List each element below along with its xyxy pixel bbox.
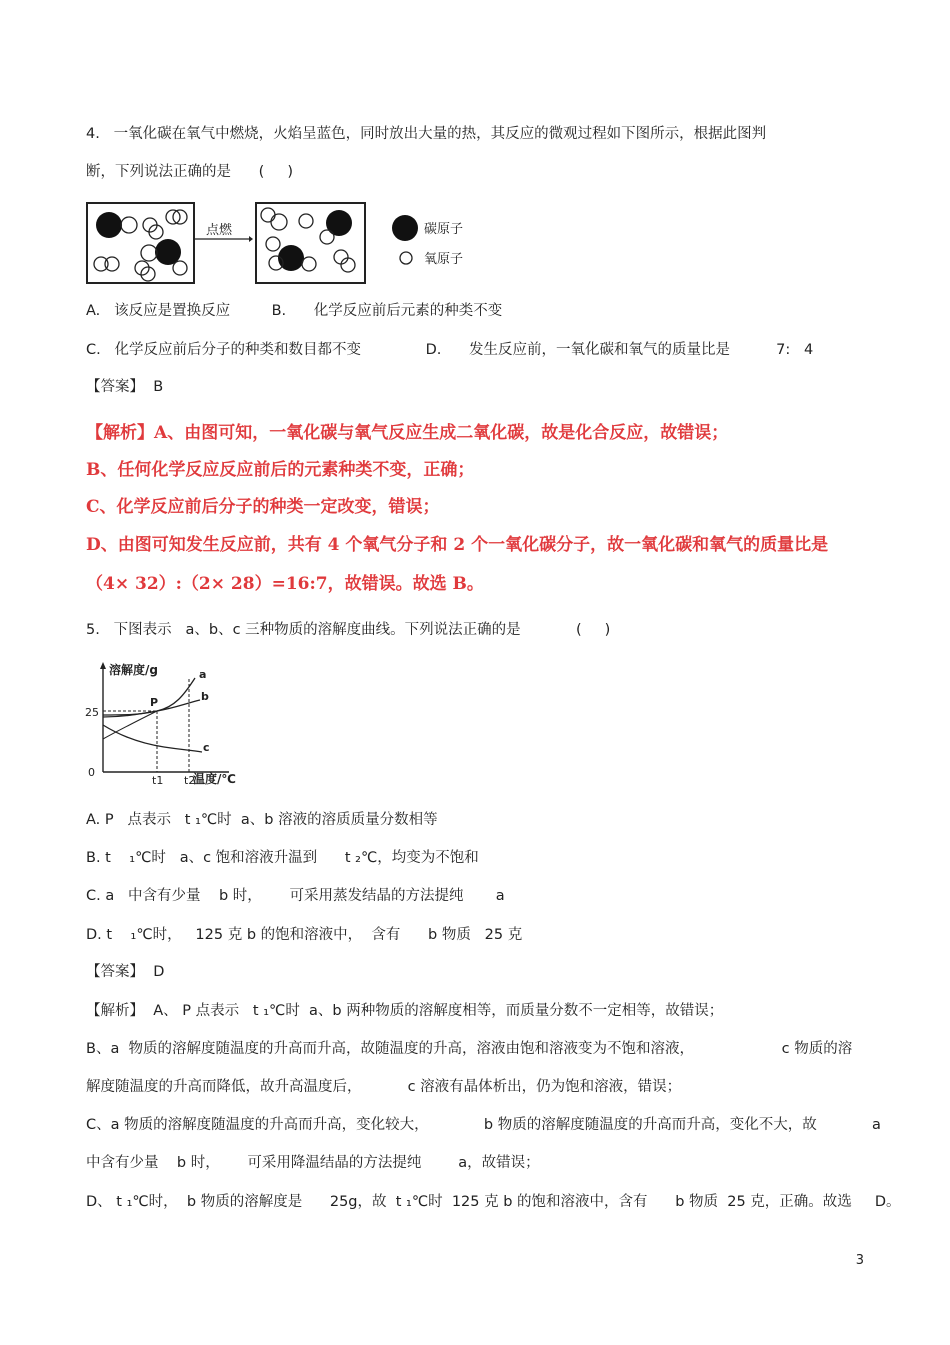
q4-answer: 【答案】 B [86, 379, 164, 395]
products-box [255, 202, 366, 284]
q4-analysis-line2: B、任何化学反应反应前后的元素种类不变，正确； [86, 460, 475, 480]
y-axis-arrow [100, 662, 106, 669]
q4-options-line2: C. 化学反应前后分子的种类和数目都不变 D. 发生反应前，一氧化碳和氧气的质量比是 7: 4 [86, 342, 814, 358]
curve-b-label: b [201, 690, 209, 703]
q4-options-line1: A. 该反应是置换反应 B. 化学反应前后元素的种类不变 [86, 303, 503, 319]
q4-stem-line1: 4. 一氧化碳在氧气中燃烧，火焰呈蓝色，同时放出大量的热，其反应的微观过程如下图所示，根据此图判 [86, 126, 767, 142]
q5-analysis-line3: 解度随温度的升高而降低，故升高温度后， c 溶液有晶体析出，仍为饱和溶液，错误； [86, 1079, 682, 1095]
page-number: 3 [855, 1253, 864, 1268]
reactants-molecules [88, 204, 193, 282]
curve-a [103, 678, 195, 715]
solubility-chart [84, 660, 244, 790]
q5-option-b: B. t ₁℃时 a、c 饱和溶液升温到 t ₂℃，均变为不饱和 [86, 850, 479, 866]
point-p-label: P [150, 696, 159, 709]
q4-stem-line2: 断，下列说法正确的是 ( ) [86, 164, 294, 180]
q5-option-a: A. P 点表示 t ₁℃时 a、b 溶液的溶质质量分数相等 [86, 812, 438, 828]
curve-c-label: c [203, 741, 210, 754]
t1-label: t1 [152, 774, 164, 787]
y-tick-25: 25 [85, 706, 99, 719]
oxygen-atom-icon [400, 252, 412, 264]
y-axis-label: 溶解度/g [109, 663, 158, 677]
q5-analysis-line5: 中含有少量 b 时， 可采用降温结晶的方法提纯 a，故错误； [86, 1155, 540, 1171]
diagram-legend [388, 212, 478, 274]
q5-analysis-line4: C、a 物质的溶解度随温度的升高而升高，变化较大， b 物质的溶解度随温度的升高而升高，变化不大，故 a [86, 1117, 881, 1133]
legend-carbon: 碳原子 [424, 222, 464, 237]
q5-stem: 5. 下图表示 a、b、c 三种物质的溶解度曲线。下列说法正确的是 ( ) [86, 622, 611, 638]
q4-analysis-line4: D、由图可知发生反应前，共有 4 个氧气分子和 2 个一氧化碳分子，故一氧化碳和氧气的质量比是 [86, 535, 829, 555]
t2-label: t2 [184, 774, 196, 787]
q5-option-c: C. a 中含有少量 b 时， 可采用蒸发结晶的方法提纯 a [86, 888, 505, 904]
arrow-label: 点燃 [206, 223, 233, 238]
q4-analysis-line5: （4× 32）:（2× 28）=16:7，故错误。故选 B。 [86, 574, 484, 594]
q5-answer: 【答案】 D [86, 964, 165, 980]
q5-option-d: D. t ₁℃时， 125 克 b 的饱和溶液中， 含有 b 物质 25 克 [86, 927, 523, 943]
legend-oxygen: 氧原子 [424, 252, 464, 267]
q5-analysis-line1: 【解析】 A、 P 点表示 t ₁℃时 a、b 两种物质的溶解度相等，而质量分数不一定相等，故错误； [86, 1003, 724, 1019]
curve-c [103, 725, 202, 752]
q4-analysis-line3: C、化学反应前后分子的种类一定改变，错误； [86, 497, 440, 517]
origin-label: 0 [88, 766, 95, 779]
reactants-box [86, 202, 195, 284]
products-molecules [257, 204, 364, 282]
q5-analysis-line6: D、 t ₁℃时， b 物质的溶解度是 25g，故 t ₁℃时 125 克 b 的饱和溶液中，含有 b 物质 25 克，正确。故选 D。 [86, 1194, 901, 1210]
q5-analysis-line2: B、a 物质的溶解度随温度的升高而升高，故随温度的升高，溶液由饱和溶液变为不饱和溶液， c 物质的溶 [86, 1041, 853, 1057]
carbon-atom-icon [392, 215, 418, 241]
curve-a-label: a [199, 668, 207, 681]
reaction-arrow [193, 220, 253, 250]
x-axis-label: 温度/℃ [193, 772, 236, 786]
q4-analysis-line1: 【解析】A、由图可知，一氧化碳与氧气反应生成二氧化碳，故是化合反应，故错误； [86, 423, 729, 443]
